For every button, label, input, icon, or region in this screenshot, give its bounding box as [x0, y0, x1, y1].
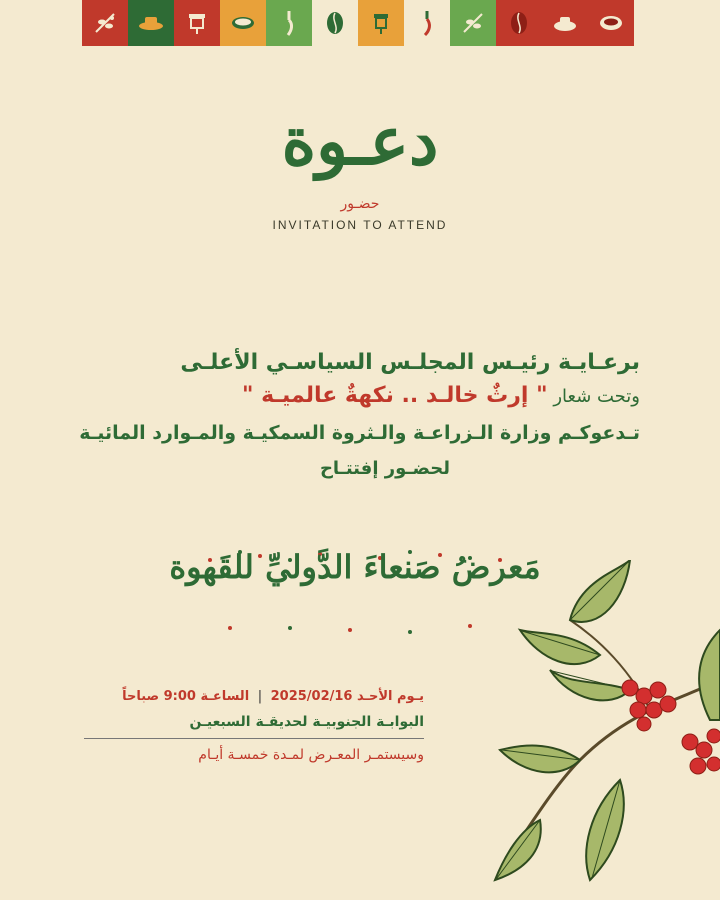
icon-tile — [496, 0, 542, 46]
icon-tile — [404, 0, 450, 46]
slogan-text: " إرثٌ خالـد .. نكهةٌ عالميـة " — [242, 383, 548, 408]
jambiya-hat-icon — [136, 8, 166, 38]
invitation-subtitle-ar: حضـور — [340, 196, 380, 212]
separator: | — [257, 689, 263, 704]
patronage-line: برعـايـة رئيـس المجلـس السياسـي الأعلـى — [180, 350, 640, 375]
icon-tile — [82, 0, 128, 46]
icon-tile — [358, 0, 404, 46]
invitation-subtitle-en: INVITATION TO ATTEND — [272, 218, 448, 232]
icon-tile — [542, 0, 588, 46]
icon-tile — [312, 0, 358, 46]
icon-tile — [220, 0, 266, 46]
coffee-bowl-icon — [228, 8, 258, 38]
event-day: يـوم الأحـد — [357, 689, 424, 704]
icon-tile — [128, 0, 174, 46]
event-details — [84, 684, 424, 768]
jambiya-icon — [412, 8, 442, 38]
event-location: البوابـة الجنوبيـة لحديقـة السبعيـن — [84, 709, 424, 739]
coffee-branch-icon — [90, 8, 120, 38]
coffee-bean-icon — [320, 8, 350, 38]
invitation-title: دعـوة — [281, 102, 439, 180]
event-date: 2025/02/16 — [270, 689, 353, 704]
opening-line: لحضـور إفتتـاح — [319, 458, 451, 479]
invitation-body — [40, 350, 640, 479]
icon-tile — [450, 0, 496, 46]
coffee-plant-icon — [458, 8, 488, 38]
icon-tile — [174, 0, 220, 46]
coffee-dish-icon — [596, 8, 626, 38]
event-time: الساعـة 9:00 صباحاً — [122, 689, 250, 704]
slogan-line — [40, 383, 640, 408]
icon-tile — [266, 0, 312, 46]
event-duration: وسيستمـر المعـرض لمـدة خمسـة أيـام — [198, 747, 424, 763]
coffee-bean-icon — [504, 8, 534, 38]
date-time-row — [84, 684, 424, 709]
dagger-icon — [274, 8, 304, 38]
coffee-grinder-icon — [366, 8, 396, 38]
icon-tile — [588, 0, 634, 46]
ministry-line: تـدعوكـم وزارة الـزراعـة والـثروة السمكيـة والمـوارد المائيـة — [79, 422, 640, 444]
expo-title: مَعرضُ صَنعاءَ الدَّوليِّ للقَهوة — [169, 548, 541, 586]
title-block — [0, 102, 720, 232]
icon-strip — [82, 0, 642, 46]
coffee-branch-illustration — [480, 560, 720, 900]
coffee-press-icon — [182, 8, 212, 38]
slogan-prefix: وتحت شعار — [553, 386, 640, 407]
coffee-tray-icon — [550, 8, 580, 38]
